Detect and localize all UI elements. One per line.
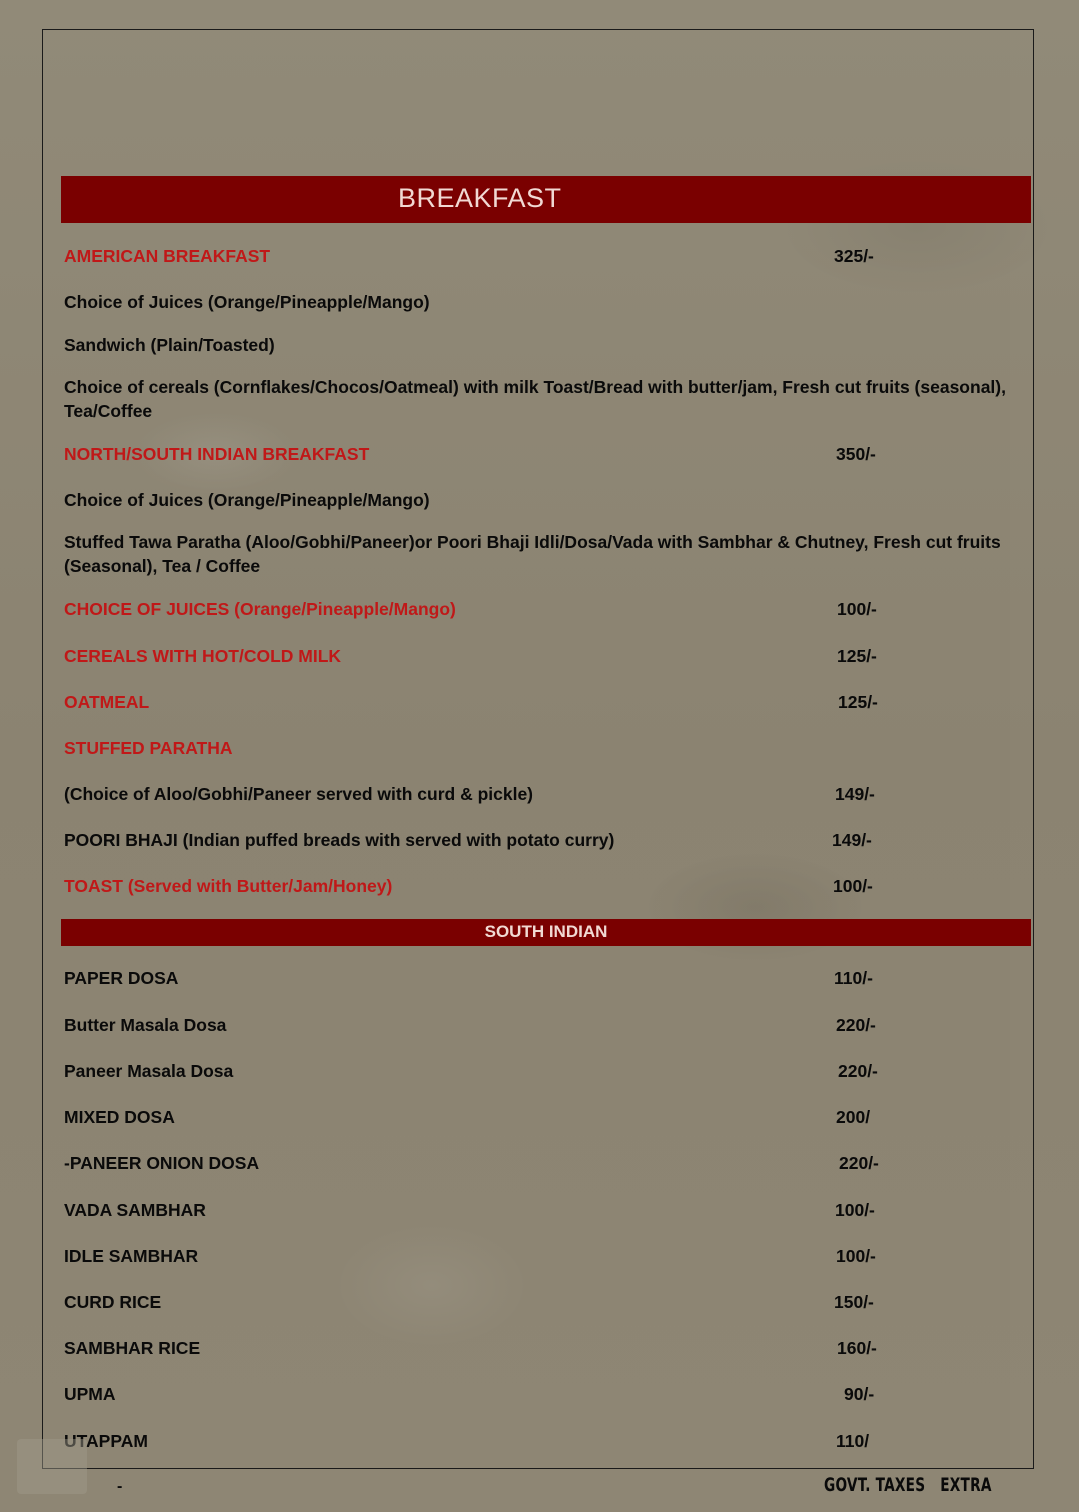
- list-item-name: SAMBHAR RICE: [64, 1338, 201, 1358]
- oatmeal-price: 125/-: [838, 692, 878, 712]
- juices-name: CHOICE OF JUICES (Orange/Pineapple/Mango): [64, 599, 456, 619]
- american-breakfast-name: AMERICAN BREAKFAST: [64, 246, 271, 266]
- poori-bhaji-price: 149/-: [832, 830, 872, 850]
- oatmeal-name: OATMEAL: [64, 692, 150, 712]
- american-breakfast-desc-juices: Choice of Juices (Orange/Pineapple/Mango): [64, 292, 430, 312]
- indian-breakfast-desc-juices: Choice of Juices (Orange/Pineapple/Mango): [64, 490, 430, 510]
- toast-name: TOAST (Served with Butter/Jam/Honey): [64, 876, 393, 896]
- list-item-name: -PANEER ONION DOSA: [64, 1153, 260, 1173]
- indian-breakfast-price: 350/-: [836, 444, 876, 464]
- american-breakfast-price: 325/-: [834, 246, 874, 266]
- indian-breakfast-desc-paratha: Stuffed Tawa Paratha (Aloo/Gobhi/Paneer)or Poori Bhaji Idli/Dosa/Vada with Sambhar & Chutney, Fresh cut fruits (Seasonal), Tea / Coffee: [64, 532, 1001, 576]
- american-breakfast-desc-cereals: Choice of cereals (Cornflakes/Chocos/Oatmeal) with milk Toast/Bread with butter/jam, Fresh cut fruits (seasonal), Tea/Coffee: [64, 377, 1006, 421]
- breakfast-header: [61, 176, 1031, 223]
- list-item-price: 110/-: [834, 968, 873, 988]
- list-item-price: 100/-: [836, 1246, 876, 1266]
- cereals-name: CEREALS WITH HOT/COLD MILK: [64, 646, 342, 666]
- american-breakfast-desc-sandwich: Sandwich (Plain/Toasted): [64, 335, 275, 355]
- toast-price: 100/-: [833, 876, 873, 896]
- list-item-name: IDLE SAMBHAR: [64, 1246, 199, 1266]
- south-indian-title: SOUTH INDIAN: [484, 922, 608, 941]
- list-item-price: 110/: [836, 1431, 870, 1451]
- list-item-name: Butter Masala Dosa: [64, 1015, 227, 1035]
- breakfast-title: BREAKFAST: [398, 183, 562, 213]
- list-item-name: UPMA: [64, 1384, 116, 1404]
- stuffed-paratha-name: STUFFED PARATHA: [64, 738, 233, 758]
- list-item-name: CURD RICE: [64, 1292, 162, 1312]
- list-item-name: UTAPPAM: [64, 1431, 148, 1451]
- indian-breakfast-name: NORTH/SOUTH INDIAN BREAKFAST: [64, 444, 370, 464]
- list-item-name: Paneer Masala Dosa: [64, 1061, 234, 1081]
- list-item-price: 200/: [836, 1107, 871, 1127]
- footer-dash: -: [117, 1478, 123, 1495]
- stuffed-paratha-desc: (Choice of Aloo/Gobhi/Paneer served with curd & pickle): [64, 784, 534, 804]
- list-item-price: 220/-: [836, 1015, 876, 1035]
- list-item-price: 150/-: [834, 1292, 874, 1312]
- list-item-price: 220/-: [839, 1153, 879, 1173]
- south-indian-header: [61, 919, 1031, 946]
- list-item-name: VADA SAMBHAR: [64, 1200, 206, 1220]
- cereals-price: 125/-: [837, 646, 877, 666]
- list-item-name: PAPER DOSA: [64, 968, 179, 988]
- stuffed-paratha-price: 149/-: [835, 784, 875, 804]
- list-item-price: 100/-: [835, 1200, 875, 1220]
- corner-decoration: [17, 1439, 87, 1494]
- list-item-price: 90/-: [844, 1384, 875, 1404]
- list-item-price: 220/-: [838, 1061, 878, 1081]
- govt-taxes-note: GOVT. TAXES EXTRA: [824, 1474, 992, 1496]
- juices-price: 100/-: [837, 599, 877, 619]
- list-item-price: 160/-: [837, 1338, 877, 1358]
- poori-bhaji-name: POORI BHAJI (Indian puffed breads with served with potato curry): [64, 830, 615, 850]
- list-item-name: MIXED DOSA: [64, 1107, 175, 1127]
